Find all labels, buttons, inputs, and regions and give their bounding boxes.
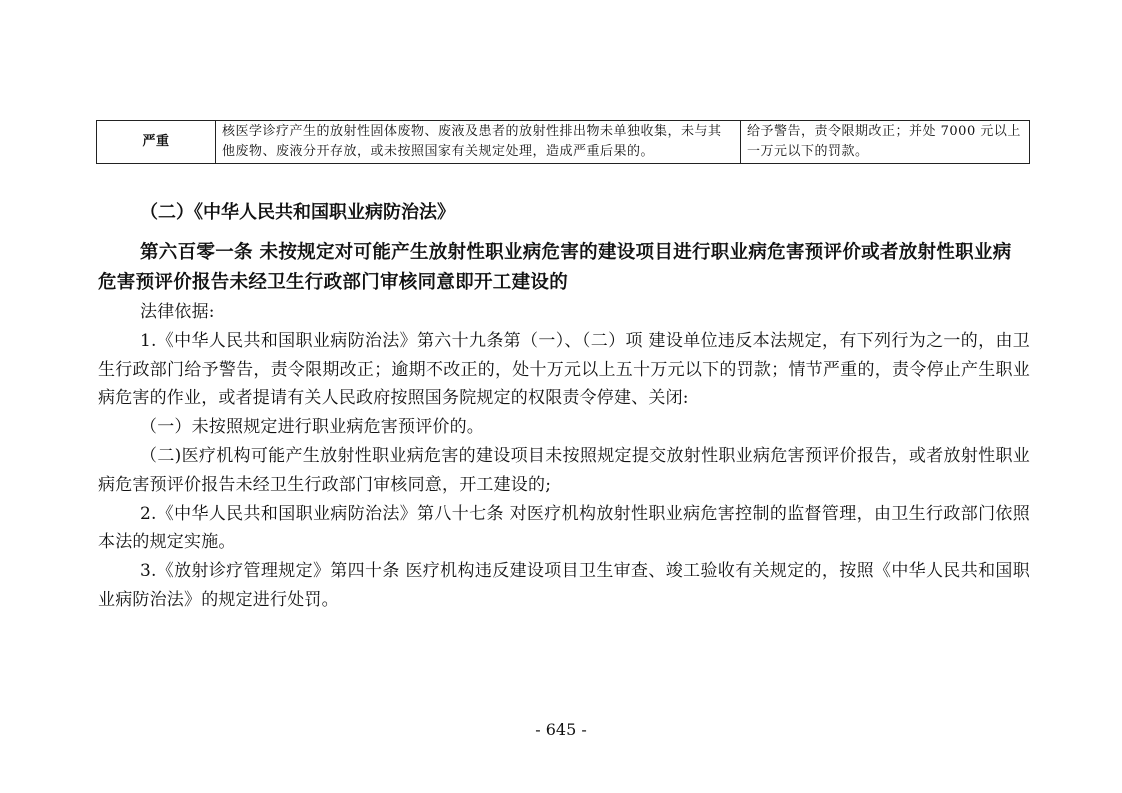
legal-basis-body [98, 298, 1030, 615]
section-heading: （二）《中华人民共和国职业病防治法》 [140, 202, 455, 223]
legal-basis-subitem-2: （二)医疗机构可能产生放射性职业病危害的建设项目未按照规定提交放射性职业病危害预评价报告，或者放射性职业病危害预评价报告未经卫生行政部门审核同意，开工建设的; [98, 445, 1030, 495]
table-row [97, 121, 1030, 164]
penalty-cell: 给予警告，责令限期改正；并处 7000 元以上一万元以下的罚款。 [741, 121, 1030, 164]
violation-description-cell: 核医学诊疗产生的放射性固体废物、废液及患者的放射性排出物未单独收集，未与其他废物、废液分开存放，或未按照国家有关规定处理，造成严重后果的。 [216, 121, 741, 164]
article-title: 第六百零一条 未按规定对可能产生放射性职业病危害的建设项目进行职业病危害预评价或者放射性职业病危害预评价报告未经卫生行政部门审核同意即开工建设的 [98, 242, 1012, 293]
penalty-table [96, 120, 1030, 164]
legal-basis-item-3: 3.《放射诊疗管理规定》第四十条 医疗机构违反建设项目卫生审查、竣工验收有关规定的，按照《中华人民共和国职业病防治法》的规定进行处罚。 [98, 561, 1030, 610]
legal-basis-item-2: 2.《中华人民共和国职业病防治法》第八十七条 对医疗机构放射性职业病危害控制的监督管理，由卫生行政部门依照本法的规定实施。 [98, 503, 1030, 553]
legal-basis-subitem-1: （一）未按照规定进行职业病危害预评价的。 [140, 417, 484, 438]
page-number: - 645 - [535, 720, 587, 739]
severity-level-cell: 严重 [97, 121, 216, 164]
legal-basis-item-1: 1.《中华人民共和国职业病防治法》第六十九条第（一）、（二）项 建设单位违反本法规定，有下列行为之一的，由卫生行政部门给予警告，责令限期改正；逾期不改正的，处十万元以上五十万元以下的罚款；情节严重的，责令停止产生职业病危害的作业，或者提请有关人民政府按照国务院规定的权限责令停建、关闭: [98, 330, 1030, 409]
legal-basis-label: 法律依据: [140, 302, 215, 322]
